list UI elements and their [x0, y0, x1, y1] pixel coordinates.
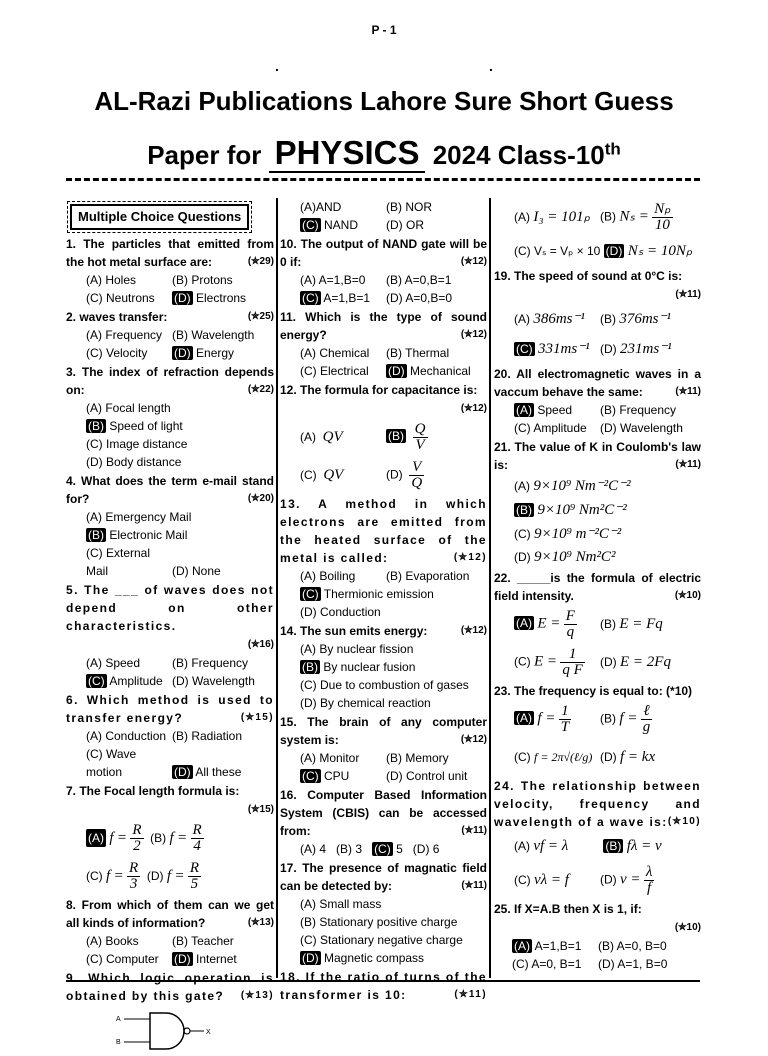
- answer-mark: (C): [516, 342, 533, 356]
- question-2: 2. waves transfer: (✮25): [66, 310, 274, 324]
- options-6: (A) Conduction (B) Radiation (C) Wave motion (D) All these: [86, 729, 243, 779]
- options-4: (A) Emergency Mail (B) Electronic Mail (C) External Mail (D) None: [86, 510, 221, 578]
- options-13: (A) Boiling (B) Evaporation (C) Thermionic emission (D) Conduction: [300, 569, 470, 619]
- answer-mark: (C): [302, 587, 319, 601]
- question-14: 14. The sun emits energy: (✮12): [280, 624, 487, 638]
- options-11: (A) Chemical (B) Thermal (C) Electrical (D) Mechanical: [300, 346, 471, 378]
- answer-mark: (A): [88, 831, 104, 845]
- options-9: (A)AND (B) NOR (C) NAND (D) OR: [300, 200, 432, 232]
- options-8: (A) Books (B) Teacher (C) Computer (D) Internet: [86, 934, 237, 966]
- question-23: 23. The frequency is equal to: (*10): [494, 684, 693, 698]
- options-23: (A) f = $\frac{1}{T}$ (B) f = $\frac{\text{ℓ}}{g}$ (C) f = 2π√(ℓ/g) (D) f = kx: [514, 702, 656, 765]
- question-17: 17. The presence of magnatic field can be detected by: (✮11): [280, 861, 487, 893]
- svg-text:B: B: [116, 1039, 121, 1046]
- question-8: 8. From which of them can we get all kinds of information? (✮13): [66, 898, 274, 930]
- answer-mark: (A): [514, 939, 530, 953]
- question-15: 15. The brain of any computer system is: (✮12): [280, 715, 487, 747]
- question-4: 4. What does the term e-mail stand for? (✮20): [66, 474, 274, 506]
- options-24: (A) vf = λ (B) fλ = v (C) vλ = f (D) v = $\frac{\lambda}{f}$: [514, 838, 662, 896]
- svg-text:X: X: [206, 1029, 211, 1036]
- question-5: 5. The ___ of waves does not depend on other characteristics.: [66, 583, 274, 633]
- question-20: 20. All electromagnetic waves in a vaccum behave the same: (✮11): [494, 367, 701, 399]
- options-16: (A) 4 (B) 3 (C) 5 (D) 6: [300, 842, 440, 856]
- answer-mark: (B): [302, 660, 318, 674]
- answer-mark: (B): [516, 503, 532, 517]
- options-19: (A) 386ms⁻¹ (B) 376ms⁻¹ (C) 331ms⁻¹ (D) 231ms⁻¹: [514, 311, 672, 357]
- section-heading: Multiple Choice Questions: [70, 204, 249, 230]
- options-22: (A) E = $\frac{F}{q}$ (B) E = Fq (C) E = $\frac{1}{\text{q F}}$ (D) E = 2Fq: [514, 607, 671, 678]
- column-3: (A) I₃ = 101ₚ (B) Nₛ = $\frac{\text{Nₚ}}{10}$ (C) Vₛ = Vₚ × 10 (D) Nₛ = 10Nₚ 19. The speed of sound at 0°C is: (✮11) (A) 386ms⁻¹ (B) 376ms⁻¹ (C) 331ms⁻¹ (D) 231ms⁻¹ 20. All electromagnetic waves in a vaccum behave the same: (✮11) (A) Speed (B) Frequency (C) Amplitude (D) Wavelength 21. The value of K in Coulomb's law is: (✮11) (A) 9×10⁹ Nm⁻²C⁻² (B) 9×10⁹ Nm²C⁻² (C) 9×10⁹ m⁻²C⁻² (D) 9×10⁹ Nm²C² 22. _____is the formula of electric field intensity. (✮10) (A) E = $\frac{F}{q}$ (B) E = Fq (C) E = $\frac{1}{\text{q F}}$ (D) E = 2Fq 23. The frequency is equal to: (*10) (A) f = $\frac{1}{T}$ (B) f = $\frac{\text{ℓ}}{g}$ (C) f = 2π√(ℓ/g) (D) f = kx 24. The relationship between velocity, frequency and wavelength of a wave is: (✮10) (A) vf = λ (B) fλ = v (C) vλ = f (D) v = $\frac{\lambda}{f}$ 25. If X=A.B then X is 1, if: (✮10) (A) A=1,B=1 (B) A=0, B=0 (C) A=0, B=1 (D) A=1, B=0: [494, 198, 701, 973]
- question-10: 10. The output of NAND gate will be 0 if: (✮12): [280, 237, 487, 269]
- dot-mark: .: [275, 58, 279, 74]
- question-25: 25. If X=A.B then X is 1, if:: [494, 902, 642, 916]
- column-1: Multiple Choice Questions 1. The particles that emitted from the hot metal surface are: (✮29) (A) Holes (B) Protons (C) Neutrons (D) Electrons 2. waves transfer: (✮25) (A) Frequency (B) Wavelength (C) Velocity (D) Energy 3. The index of refraction depends on: (✮22) (A) Focal length (B) Speed of light (C) Image distance (D) Body distance 4. What does the term e-mail stand for? (✮20) (A) Emergency Mail (B) Electronic Mail (C) External Mail (D) None 5. The ___ of waves does not depend on other characteristics. (✮16) (A) Speed (B) Frequency (C) Amplitude (D) Wavelength 6. Which method is used to transfer energy? (✮15) (A) Conduction (B) Radiation (C) Wave motion (D) All these 7. The Focal length formula is: (✮15) (A) f = $\frac{R}{2}$ (B) f = $\frac{R}{4}$ (C) f = $\frac{R}{3}$ (D) f = $\frac{R}{5}$ 8. From which of them can we get all kinds of information? (✮13) (A) Books (B) Teacher (C) Computer (D) Internet 9. Which logic operation is obtained by this gate? (✮13) A B X: [66, 198, 274, 1056]
- answer-mark: (D): [388, 364, 405, 378]
- answer-mark: (D): [605, 244, 623, 258]
- question-11: 11. Which is the type of sound energy? (✮12): [280, 310, 487, 342]
- options-15: (A) Monitor (B) Memory (C) CPU (D) Control unit: [300, 751, 468, 783]
- answer-mark: (D): [174, 346, 191, 360]
- question-3: 3. The index of refraction depends on: (✮22): [66, 365, 274, 397]
- options-7: (A) f = $\frac{R}{2}$ (B) f = $\frac{R}{4}$ (C) f = $\frac{R}{3}$ (D) f = $\frac{R}{5}$: [86, 821, 202, 892]
- options-3: (A) Focal length (B) Speed of light (C) Image distance (D) Body distance: [86, 401, 188, 469]
- question-13: 13. A method in which electrons are emitted from the heated surface of the metal is called: (✮12): [280, 497, 487, 565]
- paper-title: AL-Razi Publications Lahore Sure Short Guess: [94, 86, 674, 116]
- answer-mark: (B): [605, 839, 622, 853]
- question-9: 9. Which logic operation is obtained by this gate? (✮13): [66, 971, 274, 1003]
- question-1: 1. The particles that emitted from the hot metal surface are: (✮29): [66, 237, 274, 269]
- options-2: (A) Frequency (B) Wavelength (C) Velocity (D) Energy: [86, 328, 255, 360]
- answer-mark: (B): [88, 419, 104, 433]
- answer-mark: (A): [516, 403, 532, 417]
- answer-mark: (C): [88, 674, 105, 688]
- options-5: (A) Speed (B) Frequency (C) Amplitude (D) Wavelength: [86, 656, 255, 688]
- options-12: (A) QV (B) $\frac{Q}{V}$ (C) QV (D) $\frac{V}{Q}$: [300, 420, 426, 491]
- question-6: 6. Which method is used to transfer energy? (✮15): [66, 693, 274, 725]
- answer-mark: (C): [302, 291, 319, 305]
- options-14: (A) By nuclear fission (B) By nuclear fusion (C) Due to combustion of gases (D) By chemical reaction: [300, 642, 469, 710]
- dashed-divider: [66, 178, 700, 181]
- options-18: (A) I₃ = 101ₚ (B) Nₛ = $\frac{\text{Nₚ}}{10}$ (C) Vₛ = Vₚ × 10 (D) Nₛ = 10Nₚ: [514, 200, 693, 259]
- answer-mark: (A): [516, 616, 532, 631]
- question-19: 19. The speed of sound at 0°C is:: [494, 269, 683, 283]
- options-20: (A) Speed (B) Frequency (C) Amplitude (D) Wavelength: [514, 403, 683, 435]
- page-number: P - 1: [371, 23, 397, 37]
- nand-gate-icon: [116, 1011, 226, 1051]
- paper-subtitle: Paper for PHYSICS 2024 Class-10th: [147, 134, 621, 171]
- column-2: (A)AND (B) NOR (C) NAND (D) OR 10. The output of NAND gate will be 0 if: (✮12) (A) A=1,B=0 (B) A=0,B=1 (C) A=1,B=1 (D) A=0,B=0 11. Which is the type of sound energy? (✮12) (A) Chemical (B) Thermal (C) Electrical (D) Mechanical 12. The formula for capacitance is: (✮12) (A) QV (B) $\frac{Q}{V}$ (C) QV (D) $\frac{V}{Q}$ 13. A method in which electrons are emitted from the heated surface of the metal is called: (✮12) (A) Boiling (B) Evaporation (C) Thermionic emission (D) Conduction 14. The sun emits energy: (✮12) (A) By nuclear fission (B) By nuclear fusion (C) Due to combustion of gases (D) By chemical reaction 15. The brain of any computer system is: (✮12) (A) Monitor (B) Memory (C) CPU (D) Control unit 16. Computer Based Information System (CBIS) can be accessed from: (✮11) (A) 4 (B) 3 (C) 5 (D) 6 17. The presence of magnatic field can be detected by: (✮11) (A) Small mass (B) Stationary positive charge (C) Stationary negative charge (D) Magnetic compass 18. If the ratio of turns of the transformer is 10: (✮11): [280, 200, 487, 1002]
- options-10: (A) A=1,B=0 (B) A=0,B=1 (C) A=1,B=1 (D) A=0,B=0: [300, 273, 453, 305]
- question-21: 21. The value of K in Coulomb's law is: (✮11): [494, 440, 701, 472]
- question-22: 22. _____is the formula of electric field intensity. (✮10): [494, 571, 701, 603]
- question-7: 7. The Focal length formula is:: [66, 784, 240, 798]
- options-1: (A) Holes (B) Protons (C) Neutrons (D) Electrons: [86, 273, 247, 305]
- answer-mark: (A): [516, 711, 532, 726]
- options-21: (A) 9×10⁹ Nm⁻²C⁻² (B) 9×10⁹ Nm²C⁻² (C) 9×10⁹ m⁻²C⁻² (D) 9×10⁹ Nm²C²: [514, 478, 631, 565]
- subject-name: PHYSICS: [269, 134, 426, 173]
- answer-mark: (C): [302, 769, 319, 783]
- question-16: 16. Computer Based Information System (CBIS) can be accessed from: (✮11): [280, 788, 487, 838]
- answer-mark: (B): [88, 528, 104, 542]
- answer-mark: (D): [174, 291, 191, 305]
- options-25: (A) A=1,B=1 (B) A=0, B=0 (C) A=0, B=1 (D) A=1, B=0: [512, 939, 668, 971]
- svg-text:A: A: [116, 1016, 121, 1023]
- question-18: 18. If the ratio of turns of the transformer is 10: (✮11): [280, 970, 487, 1002]
- dot-mark: .: [489, 58, 493, 74]
- answer-mark: (D): [174, 952, 191, 966]
- answer-mark: (B): [388, 429, 404, 444]
- question-24: 24. The relationship between velocity, frequency and wavelength of a wave is: (✮10): [494, 779, 701, 829]
- answer-mark: (D): [302, 951, 319, 965]
- answer-mark: (D): [174, 765, 191, 779]
- answer-mark: (C): [374, 842, 391, 856]
- column-divider: [489, 198, 491, 978]
- question-12: 12. The formula for capacitance is:: [280, 383, 478, 397]
- column-divider: [276, 198, 278, 978]
- nand-gate-diagram: [116, 1011, 274, 1056]
- options-17: (A) Small mass (B) Stationary positive charge (C) Stationary negative charge (D) Magnetic compass: [300, 897, 463, 965]
- answer-mark: (C): [302, 218, 319, 232]
